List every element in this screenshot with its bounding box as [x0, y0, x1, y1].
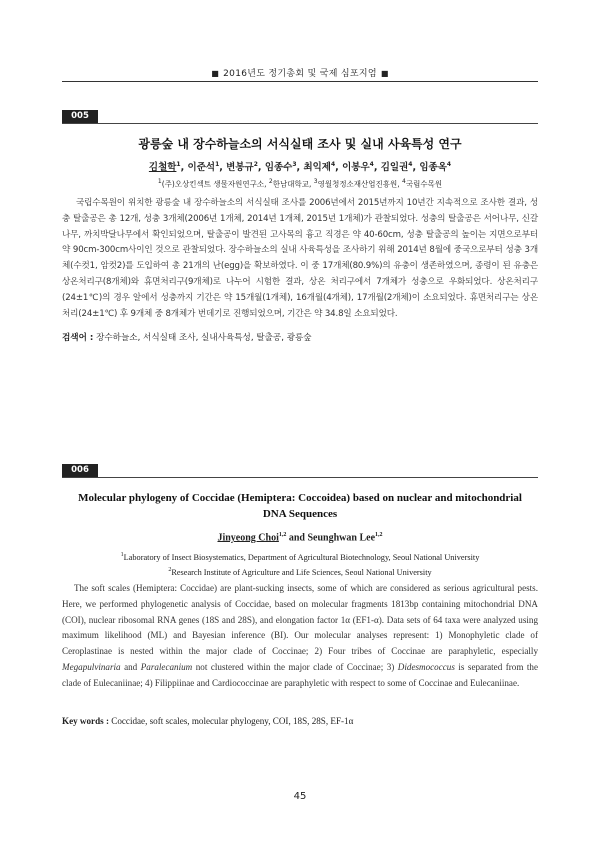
abstract-title: 광릉숲 내 장수하늘소의 서식실태 조사 및 실내 사육특성 연구	[138, 137, 462, 151]
abstract-code-badge: 006	[62, 464, 98, 477]
header-rule	[62, 81, 538, 82]
taxon-name: Megapulvinaria	[62, 661, 121, 672]
author-affil-mark: 2	[253, 160, 258, 168]
author-affil-mark: 1	[215, 160, 220, 168]
affil-mark: 1	[120, 552, 124, 558]
affil-mark: 1	[157, 178, 162, 185]
author-affil-mark: 3	[292, 160, 297, 168]
author-affil-mark: 4	[408, 160, 413, 168]
abstract-code-badge: 005	[62, 110, 98, 123]
taxon-name: Didesmococcus	[397, 661, 455, 672]
author-name: Seunghwan Lee	[307, 532, 376, 544]
taxon-name: Paralecanium	[140, 661, 193, 672]
square-bullet-icon: ■	[211, 69, 220, 78]
author-name: 임종옥	[419, 162, 447, 173]
page-header	[0, 66, 600, 79]
author-affil-mark: 4	[330, 160, 336, 168]
header-text: 2016년도 정기총회 및 국제 심포지엄	[223, 69, 377, 79]
affiliation: Laboratory of Insect Biosystematics, Department of Agricultural Biotechnology, Seoul National University	[123, 552, 480, 562]
section-divider	[62, 123, 538, 124]
affil-mark: 2	[268, 178, 273, 185]
author-name: Jinyeong Choi	[217, 532, 279, 544]
keywords-line	[62, 331, 538, 343]
keywords-label: Key words :	[62, 716, 109, 726]
author-name: 김철학	[148, 162, 177, 173]
keywords-label: 검색어 :	[62, 333, 94, 343]
affiliation: 한남대학교,	[272, 179, 314, 189]
affiliation-list	[62, 549, 538, 579]
author-affil-mark: 1,2	[278, 532, 287, 538]
affiliation-list	[62, 178, 538, 190]
author-affil-mark: 4	[369, 160, 374, 168]
author-list: Jinyeong Choi$^{1,2}$ and Seunghwan Lee$^{1,2}$	[217, 532, 383, 544]
affiliation: (주)오상킨섹트 생물자원연구소,	[161, 179, 269, 189]
author-name: 이봉우	[342, 162, 370, 173]
square-bullet-icon: ■	[380, 69, 389, 78]
affiliation: 영월청정소재산업진흥원,	[317, 179, 403, 189]
section-divider	[62, 477, 538, 478]
affil-mark: 4	[402, 178, 406, 185]
author-affil-mark: 1,2	[375, 532, 383, 538]
affiliation: 국립수목원	[405, 179, 443, 189]
title-line: DNA Sequences	[262, 508, 338, 520]
keywords-value: Coccidae, soft scales, molecular phylogeny, COI, 18S, 28S, EF-1α	[111, 716, 354, 726]
author-name: 최익제	[303, 162, 331, 173]
affiliation-line	[62, 549, 538, 564]
author-name: 이준석	[187, 162, 216, 173]
body-text: not clustered within the major clade of Coccinae; 3)	[192, 661, 398, 672]
author-affil-mark: 1	[176, 160, 181, 168]
author-name: 변봉규	[226, 162, 254, 173]
affil-mark: 2	[168, 566, 172, 573]
body-text: and	[120, 661, 141, 672]
author-name: 김일권	[380, 162, 409, 173]
affiliation-line	[62, 564, 538, 579]
keywords-line	[62, 716, 538, 726]
page-number: 45	[293, 791, 307, 802]
keywords-value: 장수하늘소, 서식실태 조사, 실내사육특성, 탈출공, 광릉숲	[96, 333, 312, 343]
abstract-body	[62, 581, 538, 692]
body-text: is separated from the clade of Eulecaniinae; 4) Filippiinae and Cardiococcinae are paraphyletic with respect to some of Coccinae and Eulecaniinae.	[62, 661, 538, 688]
author-list: 김철학$^1$, 이준석$^1$, 변봉규$^2$, 임종수$^3$, 최익제$^4$, 이봉우$^4$, 김일권$^4$, 임종옥$^4$	[148, 160, 452, 173]
affil-mark: 3	[313, 178, 318, 185]
affiliation: Research Institute of Agriculture and Life Sciences, Seoul National University	[171, 567, 432, 577]
body-text: The soft scales (Hemiptera: Coccidae) are plant-sucking insects, some of which are considered as serious agricultural pests. Here, we performed phylogenetic analysis of Coccidae, based on molecular fragments 1813bp containing mitochondrial DNA (COI), nuclear ribosomal RNA genes (18S and 28S), and elongation factor 1α (EF1-α). Data sets of 64 taxa were analyzed using maximum likelihood (ML) and Bayesian inference (BI). Our molecular analyses represent: 1) Monophyletic clade of Ceroplastinae is nested within the major clade of Coccinae; 2) Four tribes of Coccinae are paraphyletic, especially	[62, 583, 538, 657]
abstract-title	[62, 490, 538, 522]
author-name: 임종수	[264, 162, 293, 173]
abstract-body: 국립수목원이 위치한 광릉숲 내 장수하늘소의 서식실태 조사를 2006년에서 2015년까지 10년간 지속적으로 조사한 결과, 성충 탈출공은 총 12개, 성충 3개체(2006년 1개체, 2014년 1개체, 2015년 1개체)가 관찰되었다. 성충의 탈출공은 서어나무, 신갈나무, 까치박달나무에서 확인되었으며, 탈출공이 발견된 고사목의 흉고 직경은 약 40-60cm, 성충 탈출공의 높이는 지면으로부터 약 90cm-300cm사이인 것으로 관찰되었다. 장수하늘소의 실내 사육특성을 조사하기 위해 2014년 8월에 중국으로부터 성충 3개체(수컷1, 암컷2)를 도입하여 총 21개의 난(egg)을 확보하였다. 이 중 17개체(80.9%)의 유충이 생존하였으며, 종령이 된 유충은 상온처리구(8개체)와 휴면처리구(9개체)로 나누어 시험한 결과, 상온 처리구에서 7개체가 성충으로 우화되었다. 상온처리구(24±1℃)의 경우 알에서 성충까지 기간은 약 15개월(1개체), 16개월(4개체), 17개월(2개체)이 소요되었다. 휴면처리구는 상온처리(24±1℃) 후 9개체 중 8개체가 번데기로 진행되었으며, 기간은 약 34.8일 소요되었다.	[62, 198, 538, 319]
title-line: Molecular phylogeny of Coccidae (Hemiptera: Coccoidea) based on nuclear and mitochondrial	[78, 492, 522, 504]
author-affil-mark: 4	[446, 160, 452, 168]
